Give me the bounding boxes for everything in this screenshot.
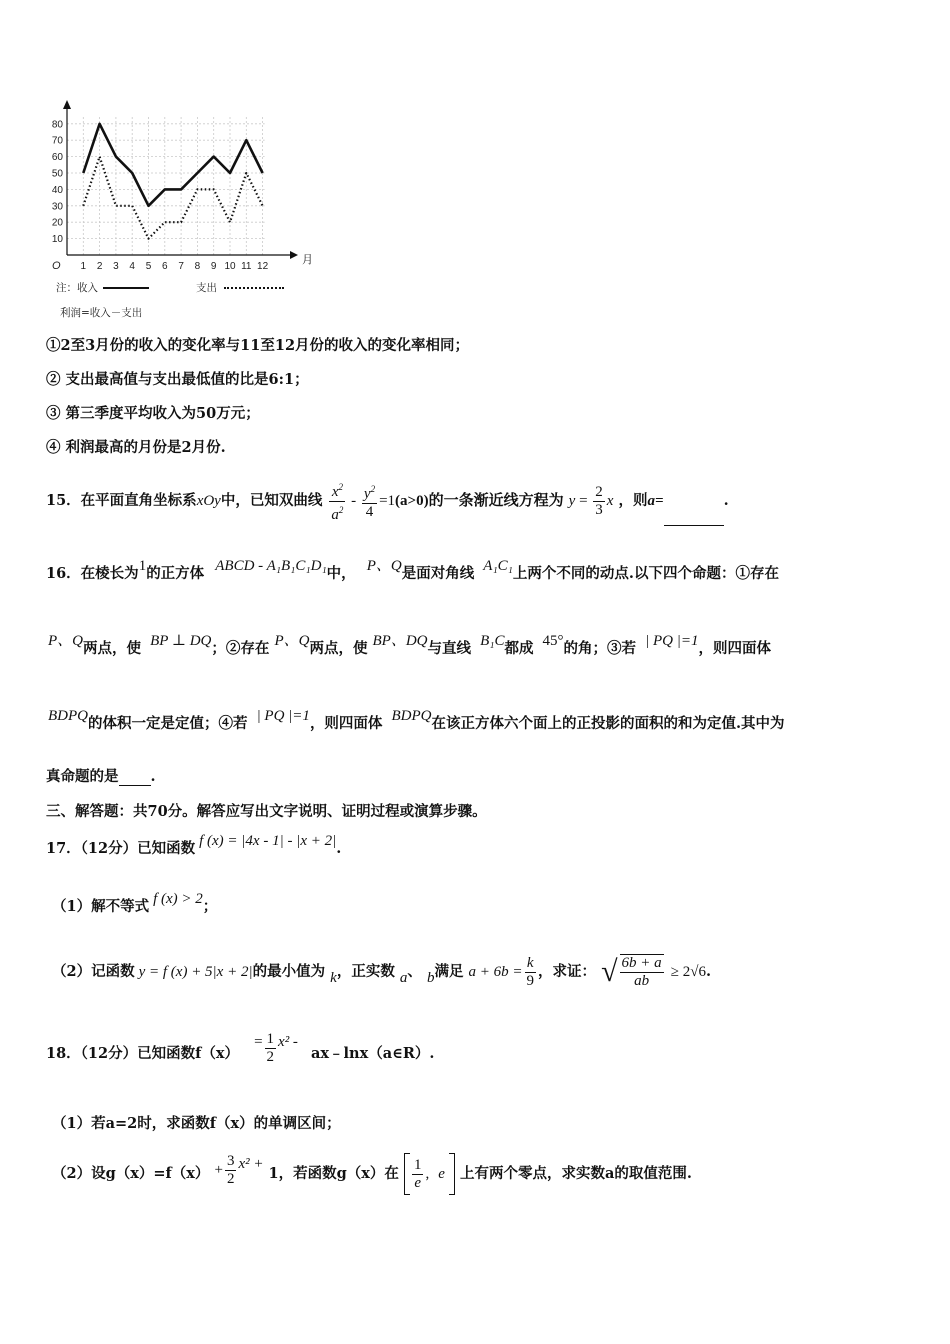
question-16-line-1: 16．在棱长为1的正方体 ABCD - A₁B₁C₁D₁中， P、Q是面对角线 A₁C₁上两个不同的动点.以下四个命题：①存在 [46,558,779,582]
x-tick-label: 3 [113,261,119,272]
y-tick-label: 60 [51,152,63,164]
y-tick-label: 80 [51,119,63,131]
income-series-line [83,124,262,206]
x-tick-label: 11 [241,261,252,272]
y-tick-label: 10 [51,234,63,246]
interval-left-bracket [404,1153,410,1195]
question-17-part-1: （1）解不等式 f (x) > 2； [52,891,218,915]
y-tick-label: 20 [51,217,63,229]
x-tick-label: 5 [145,261,152,272]
half-fraction: $\frac{1}{2}$ [266,1030,275,1065]
x-tick-label: 7 [178,261,184,272]
y-tick-label: 50 [51,168,63,180]
x-tick-label: 6 [162,261,168,272]
statement-1: ①2至3月份的收入的变化率与11至12月份的收入的变化率相同； [46,337,470,354]
y-tick-label: 40 [51,184,63,196]
legend-expense: 支出 [196,280,284,295]
question-17: 17．（12分）已知函数 f (x) = |4x - 1| - |x + 2|. [46,833,342,857]
y-axis-arrow [63,100,71,109]
x-tick-label: 2 [96,261,103,272]
x-tick-label: 8 [194,261,201,272]
x-axis-arrow [290,251,298,259]
k-over-9: $\frac{k}{9}$ [526,954,535,989]
chart-canvas [40,95,320,300]
expense-series-line [83,157,262,239]
statement-3: ③ 第三季度平均收入为50万元； [46,405,260,422]
question-15: 15．在平面直角坐标系xOy中，已知双曲线 $\frac{x^2}{a^2}$ - $\frac{y^2}{4}$ =1(a>0)的一条渐近线方程为 y = $\frac{2}{3}$ x ，则a= . [46,476,729,526]
x-tick-label: 12 [257,261,269,272]
x-axis-label: 月 [302,254,313,266]
statement-4: ④ 利润最高的月份是2月份. [46,439,226,456]
asymptote-slope: $\frac{2}{3}$ [595,483,603,518]
legend-income: 注：收入 [56,280,149,295]
chart-note: 利润=收入－支出 [60,307,143,319]
y-tick-label: 30 [51,201,63,213]
question-18: 18．（12分）已知函数f（x） = $\frac{1}{2}$ x² - ax﹣lnx（a∈R）. [46,1030,435,1065]
legend-expense-swatch [224,287,284,289]
origin-label: O [52,260,61,272]
interval-lower: $\frac{1}{e}$ [413,1156,422,1191]
x-tick-label: 4 [129,261,135,272]
statement-2: ② 支出最高值与支出最低值的比是6:1； [46,371,309,388]
x-tick-label: 10 [224,261,236,272]
legend-income-swatch [103,287,149,289]
income-expense-chart [40,95,320,300]
question-18-part-1: （1）若a=2时，求函数f（x）的单调区间； [52,1115,341,1132]
y-tick-label: 70 [51,135,63,147]
question-16-line-4: 真命题的是 . [46,768,156,785]
x-tick-label: 9 [210,261,217,272]
x-tick-label: 1 [80,261,87,272]
question-16-line-3: BDPQ的体积一定是定值；④若 | PQ |=1，则四面体 BDPQ在该正方体六个面上的正投影的面积的和为定值.其中为 [48,708,785,732]
hyperbola-x-term: $\frac{x^2}{a^2}$ [329,479,345,524]
three-halves: $\frac{3}{2}$ [226,1152,235,1187]
answer-blank-15[interactable] [664,495,724,526]
interval-right-bracket [449,1153,455,1195]
answer-blank-16[interactable] [119,769,151,786]
sqrt-radicand: $\frac{6b + a}{ab}$ [621,955,662,989]
question-18-part-2: （2）设g（x）=f（x） + $\frac{3}{2}$ x² + 1，若函数g（x）在 $\frac{1}{e}$ , e 上有两个零点，求实数a的取值范围. [52,1150,692,1198]
question-16-line-2: P、Q两点，使 BP ⊥ DQ；②存在 P、Q两点，使 BP、DQ与直线 B₁C都成 45°的角；③若 | PQ |=1，则四面体 [48,633,771,657]
hyperbola-y-term: $\frac{y^2}{4}$ [362,481,377,521]
question-17-part-2: （2）记函数 y = f (x) + 5|x + 2|的最小值为 k，正实数 a、 b满足 a + 6b = $\frac{k}{9}$ ，求证： √ $\frac{6b + a}{ab}$ ≥ 2√6. [52,954,712,989]
section-3-heading: 三、解答题：共70分。解答应写出文字说明、证明过程或演算步骤。 [46,803,487,820]
